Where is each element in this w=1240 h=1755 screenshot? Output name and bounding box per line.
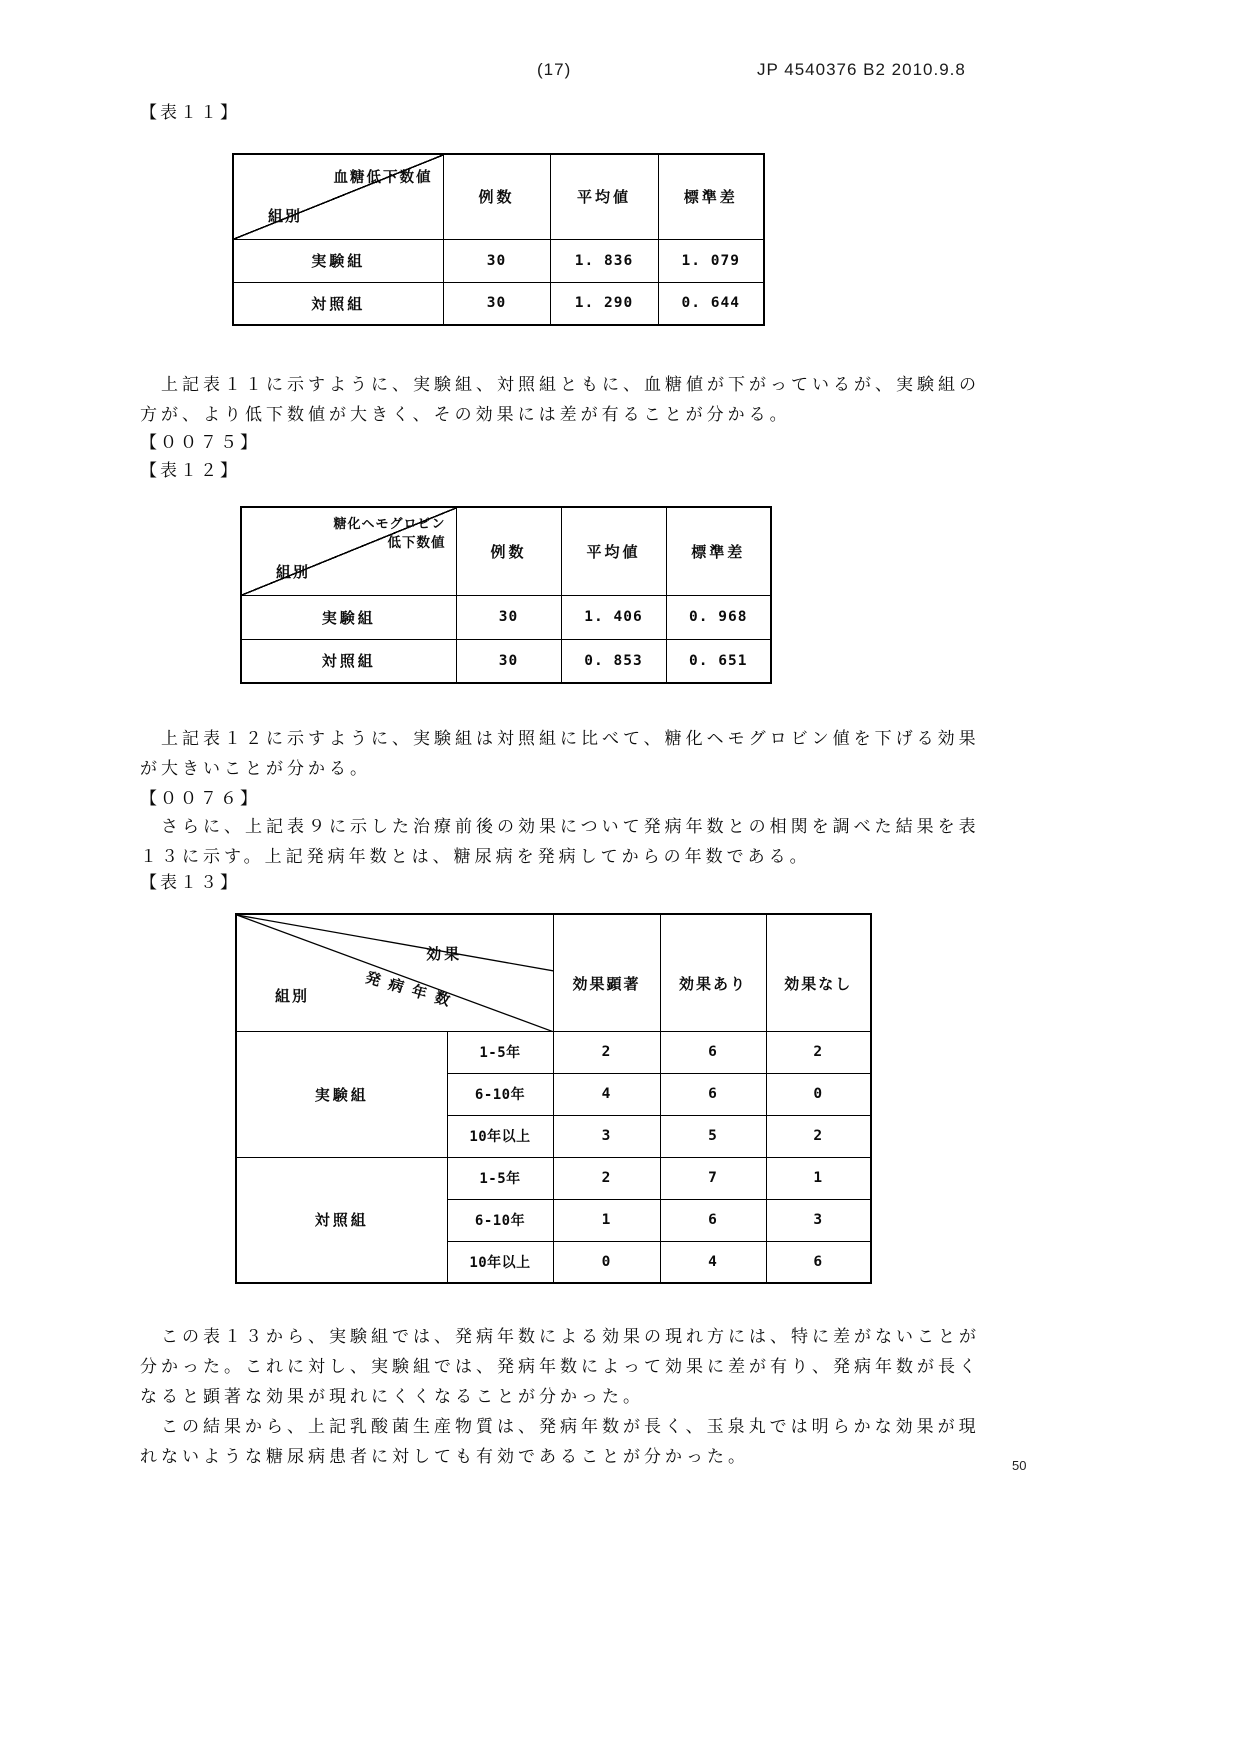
paragraph-line: れないような糖尿病患者に対しても有効であることが分かった。 [140, 1447, 749, 1466]
paragraph-0076-label: 【００７６】 [140, 789, 260, 808]
column-header: 効果なし [766, 914, 871, 1031]
paragraph-line: 上記表１１に示すように、実験組、対照組ともに、血糖値が下がっているが、実験組の [140, 375, 980, 394]
years-label: 1-5年 [447, 1031, 553, 1073]
table13-corner-cell [236, 914, 553, 1031]
paragraph-line: なると顕著な効果が現れにくくなることが分かった。 [140, 1387, 644, 1406]
value-cell: 1. 290 [550, 282, 658, 325]
value-cell: 4 [553, 1073, 660, 1115]
paragraph-line: 上記表１２に示すように、実験組は対照組に比べて、糖化ヘモグロビン値を下げる効果 [140, 729, 980, 748]
value-cell: 7 [660, 1157, 766, 1199]
years-label: 10年以上 [447, 1241, 553, 1283]
paragraph-line: さらに、上記表９に示した治療前後の効果について発病年数との相関を調べた結果を表 [140, 817, 980, 836]
value-cell: 0. 651 [666, 639, 771, 683]
table-11 [232, 153, 765, 326]
years-label: 6-10年 [447, 1199, 553, 1241]
value-cell: 3 [766, 1199, 871, 1241]
row-label: 実験組 [241, 595, 456, 639]
column-header: 標準差 [658, 154, 764, 239]
value-cell: 6 [660, 1073, 766, 1115]
table-row [233, 239, 764, 282]
paragraph-after-table11 [140, 370, 980, 430]
corner-diagonal-label: 発病年数 [363, 969, 461, 1012]
value-cell: 1. 836 [550, 239, 658, 282]
table12-corner-cell [241, 507, 456, 595]
corner-top-right-line1: 糖化ヘモグロビン [333, 516, 446, 531]
value-cell: 30 [456, 595, 561, 639]
value-cell: 0. 968 [666, 595, 771, 639]
value-cell: 5 [660, 1115, 766, 1157]
value-cell: 0. 853 [561, 639, 666, 683]
value-cell: 1. 079 [658, 239, 764, 282]
value-cell: 6 [660, 1199, 766, 1241]
corner-top-right-label: 血糖低下数値 [333, 170, 433, 186]
paragraph-line: が大きいことが分かる。 [140, 759, 371, 778]
paragraph-line: この結果から、上記乳酸菌生産物質は、発病年数が長く、玉泉丸では明らかな効果が現 [140, 1417, 980, 1436]
paragraph-line: １３に示す。上記発病年数とは、糖尿病を発病してからの年数である。 [140, 847, 811, 866]
years-label: 6-10年 [447, 1073, 553, 1115]
table-row [233, 282, 764, 325]
years-label: 10年以上 [447, 1115, 553, 1157]
corner-top-right-label [333, 514, 445, 552]
paragraph-after-table12 [140, 724, 980, 784]
table13-label: 【表１３】 [140, 873, 240, 892]
table-row [241, 595, 771, 639]
paragraph-0075-label: 【００７５】 [140, 433, 260, 452]
column-header: 平均値 [550, 154, 658, 239]
value-cell: 0. 644 [658, 282, 764, 325]
page-number: (17) [537, 60, 572, 79]
corner-bottom-left-label: 組別 [276, 563, 311, 581]
value-cell: 1. 406 [561, 595, 666, 639]
value-cell: 6 [660, 1031, 766, 1073]
value-cell: 30 [456, 639, 561, 683]
value-cell: 2 [553, 1157, 660, 1199]
corner-top-label: 効果 [426, 946, 463, 963]
value-cell: 0 [766, 1073, 871, 1115]
table-row [236, 1031, 871, 1073]
paragraph-line: 方が、より低下数値が大きく、その効果には差が有ることが分かる。 [140, 405, 791, 424]
table11-label: 【表１１】 [140, 103, 240, 122]
column-header: 標準差 [666, 507, 771, 595]
column-header: 効果あり [660, 914, 766, 1031]
table-row [236, 1157, 871, 1199]
group-label: 対照組 [236, 1157, 447, 1283]
column-header: 平均値 [561, 507, 666, 595]
value-cell: 2 [553, 1031, 660, 1073]
corner-bottom-left-label: 組別 [268, 207, 303, 225]
row-label: 対照組 [241, 639, 456, 683]
table-row [241, 639, 771, 683]
row-label: 対照組 [233, 282, 443, 325]
conclusion-paragraphs [140, 1322, 980, 1472]
table11-corner-cell [233, 154, 443, 239]
document-id: JP 4540376 B2 2010.9.8 [757, 60, 966, 79]
row-label: 実験組 [233, 239, 443, 282]
column-header: 例数 [456, 507, 561, 595]
value-cell: 6 [766, 1241, 871, 1283]
corner-bottom-left-label: 組別 [275, 987, 310, 1005]
value-cell: 2 [766, 1031, 871, 1073]
column-header: 効果顕著 [553, 914, 660, 1031]
value-cell: 2 [766, 1115, 871, 1157]
value-cell: 3 [553, 1115, 660, 1157]
table-13 [235, 913, 872, 1284]
value-cell: 1 [766, 1157, 871, 1199]
paragraph-about-table13 [140, 812, 980, 872]
value-cell: 0 [553, 1241, 660, 1283]
group-label: 実験組 [236, 1031, 447, 1157]
value-cell: 1 [553, 1199, 660, 1241]
value-cell: 4 [660, 1241, 766, 1283]
years-label: 1-5年 [447, 1157, 553, 1199]
paragraph-line: 分かった。これに対し、実験組では、発病年数によって効果に差が有り、発病年数が長く [140, 1357, 980, 1376]
value-cell: 30 [443, 282, 550, 325]
corner-top-right-line2: 低下数値 [387, 535, 446, 550]
value-cell: 30 [443, 239, 550, 282]
table-12 [240, 506, 772, 684]
table12-label: 【表１２】 [140, 461, 240, 480]
line-number: 50 [1012, 1458, 1027, 1473]
paragraph-line: この表１３から、実験組では、発病年数による効果の現れ方には、特に差がないことが [140, 1327, 980, 1346]
column-header: 例数 [443, 154, 550, 239]
